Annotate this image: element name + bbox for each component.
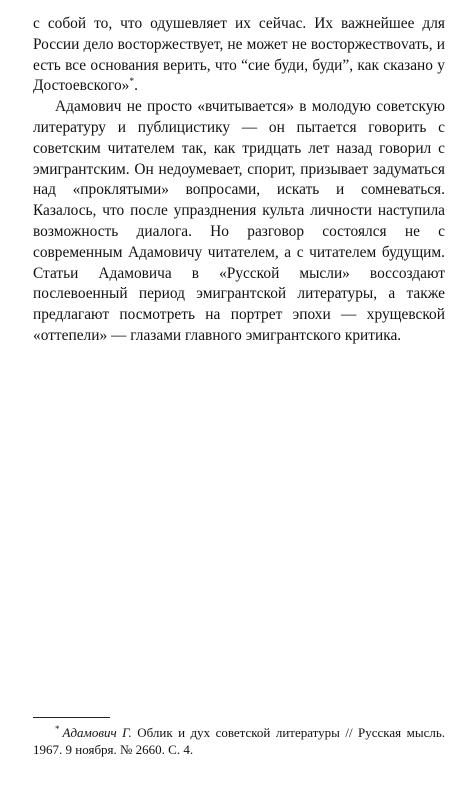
footnote-reference[interactable]: * bbox=[129, 77, 135, 88]
paragraph-2 bbox=[33, 97, 445, 347]
footnote bbox=[33, 724, 445, 758]
paragraph-1 bbox=[33, 14, 445, 97]
footnote-text-block bbox=[33, 724, 445, 758]
paragraph-1-text: с собой то, что одушевляет их сейчас. Их важнейшее для России дело восторжествует, не может не восторжествоvать, и есть все основания верить, что “сие буди, буди”, как сказано у Достоевского» bbox=[33, 15, 445, 95]
paragraph-2-text: Адамович не просто «вчитывается» в молодую советскую литературу и публицистику — он пытается говорить с советским читателем так, как тридцать лет назад говорил с эмигрантским. Он недоумевает, спорит, призывает задуматься над «проклятыми» вопросами, искать и сомневаться. Казалось, что после упразднения культа личности наступила возможность диалога. Но разговор состоялся не с современным Адамовичу читателем, а с читателем будущим. Статьи Адамовича в «Русской мысли» воссоздают послевоенный период эмигрантской литературы, а также предлагают посмотреть на портрет эпохи — хрущевской «оттепели» — глазами главного эмигрантского критика. bbox=[33, 98, 445, 344]
footnote-author: Адамович Г. bbox=[62, 725, 132, 740]
footnote-mark: * bbox=[55, 723, 60, 734]
footnote-divider bbox=[33, 717, 110, 718]
paragraph-1-ending: . bbox=[134, 77, 138, 95]
main-text bbox=[33, 14, 445, 347]
footnote-citation: Облик и дух советской литературы // Русская мысль. 1967. 9 ноября. № 2660. С. 4. bbox=[33, 725, 446, 757]
